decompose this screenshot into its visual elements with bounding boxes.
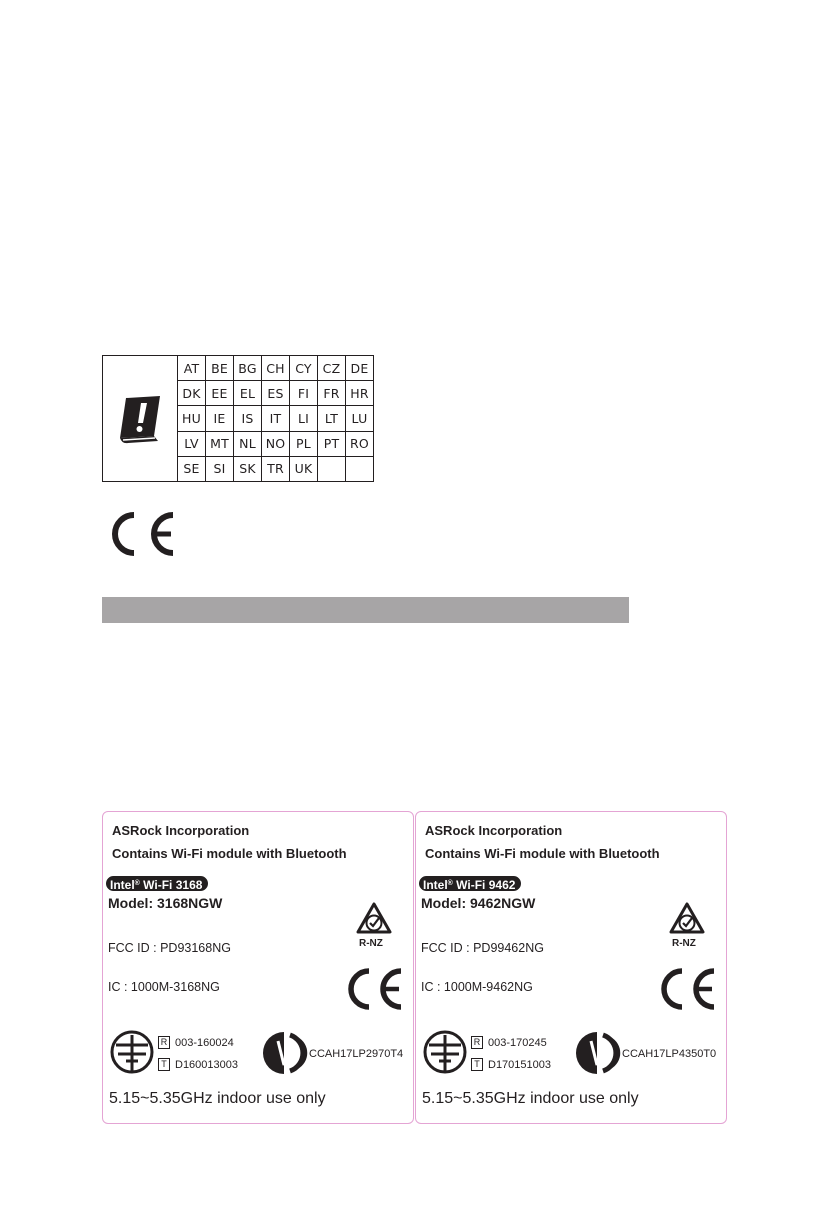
country-cell: FR [318,381,346,406]
country-cell: HR [346,381,374,406]
kc-code: CCAH17LP4350T0 [622,1048,717,1060]
country-cell: EL [234,381,262,406]
fcc-id: FCC ID : PD99462NG [421,941,544,955]
section-divider-bar [102,597,629,623]
country-cell: SK [234,456,262,481]
country-cell: NO [262,431,290,456]
kc-mark-icon [260,1029,308,1077]
company-name: ASRock Incorporation [425,823,563,838]
country-cell: NL [234,431,262,456]
country-cell: SI [206,456,234,481]
rnz-mark: R-NZ [359,938,383,949]
telec-r-row [471,1036,547,1049]
country-cell: AT [178,356,206,381]
t-box: T [471,1058,483,1071]
ic-id: IC : 1000M-9462NG [421,980,533,994]
country-cell: DE [346,356,374,381]
country-cell: CY [290,356,318,381]
contains-statement: Contains Wi-Fi module with Bluetooth [425,846,660,861]
country-cell [346,456,374,481]
telec-t-row [471,1058,551,1071]
country-cell: LI [290,406,318,431]
country-cell: RO [346,431,374,456]
country-cell: EE [206,381,234,406]
country-cell: LT [318,406,346,431]
ic-id: IC : 1000M-3168NG [108,980,220,994]
country-cell: LV [178,431,206,456]
t-box: T [158,1058,170,1071]
country-cell [318,456,346,481]
telec-mark-icon [421,1029,469,1075]
country-cell: LU [346,406,374,431]
rcm-check-icon [669,902,705,936]
telec-t-row [158,1058,238,1071]
regulatory-label-9462 [415,811,727,1124]
kc-code: CCAH17LP2970T4 [309,1048,404,1060]
country-cell: TR [262,456,290,481]
indoor-use-notice: 5.15~5.35GHz indoor use only [422,1090,639,1107]
ce-mark-icon [100,510,178,558]
warning-cell [103,356,178,482]
contains-statement: Contains Wi-Fi module with Bluetooth [112,846,347,861]
company-name: ASRock Incorporation [112,823,250,838]
intel-wifi-badge: Intel® Wi-Fi 9462 [419,876,521,891]
country-cell: CH [262,356,290,381]
fcc-id: FCC ID : PD93168NG [108,941,231,955]
r-code: 003-160024 [175,1036,234,1049]
model-number: Model: 3168NGW [108,895,223,911]
country-cell: SE [178,456,206,481]
model-number: Model: 9462NGW [421,895,536,911]
indoor-use-notice: 5.15~5.35GHz indoor use only [109,1090,326,1107]
restriction-warning-icon [114,392,166,446]
rnz-mark: R-NZ [672,938,696,949]
country-cell: IS [234,406,262,431]
country-cell: ES [262,381,290,406]
country-cell: PL [290,431,318,456]
telec-mark-icon [108,1029,156,1075]
regulatory-label-3168 [102,811,414,1124]
t-code: D160013003 [175,1058,239,1071]
kc-mark-icon [573,1029,621,1077]
intel-wifi-badge: Intel® Wi-Fi 3168 [106,876,208,891]
country-cell: DK [178,381,206,406]
country-cell: FI [290,381,318,406]
country-cell: BG [234,356,262,381]
country-cell: HU [178,406,206,431]
rcm-check-icon [356,902,392,936]
country-cell: PT [318,431,346,456]
country-restriction-table [102,355,374,482]
telec-r-row [158,1036,234,1049]
ce-mark-icon [656,967,718,1011]
t-code: D170151003 [488,1058,552,1071]
country-cell: CZ [318,356,346,381]
country-cell: IE [206,406,234,431]
r-code: 003-170245 [488,1036,547,1049]
country-cell: IT [262,406,290,431]
ce-mark-icon [343,967,405,1011]
country-cell: MT [206,431,234,456]
r-box: R [158,1036,170,1049]
r-box: R [471,1036,483,1049]
country-cell: BE [206,356,234,381]
country-cell: UK [290,456,318,481]
